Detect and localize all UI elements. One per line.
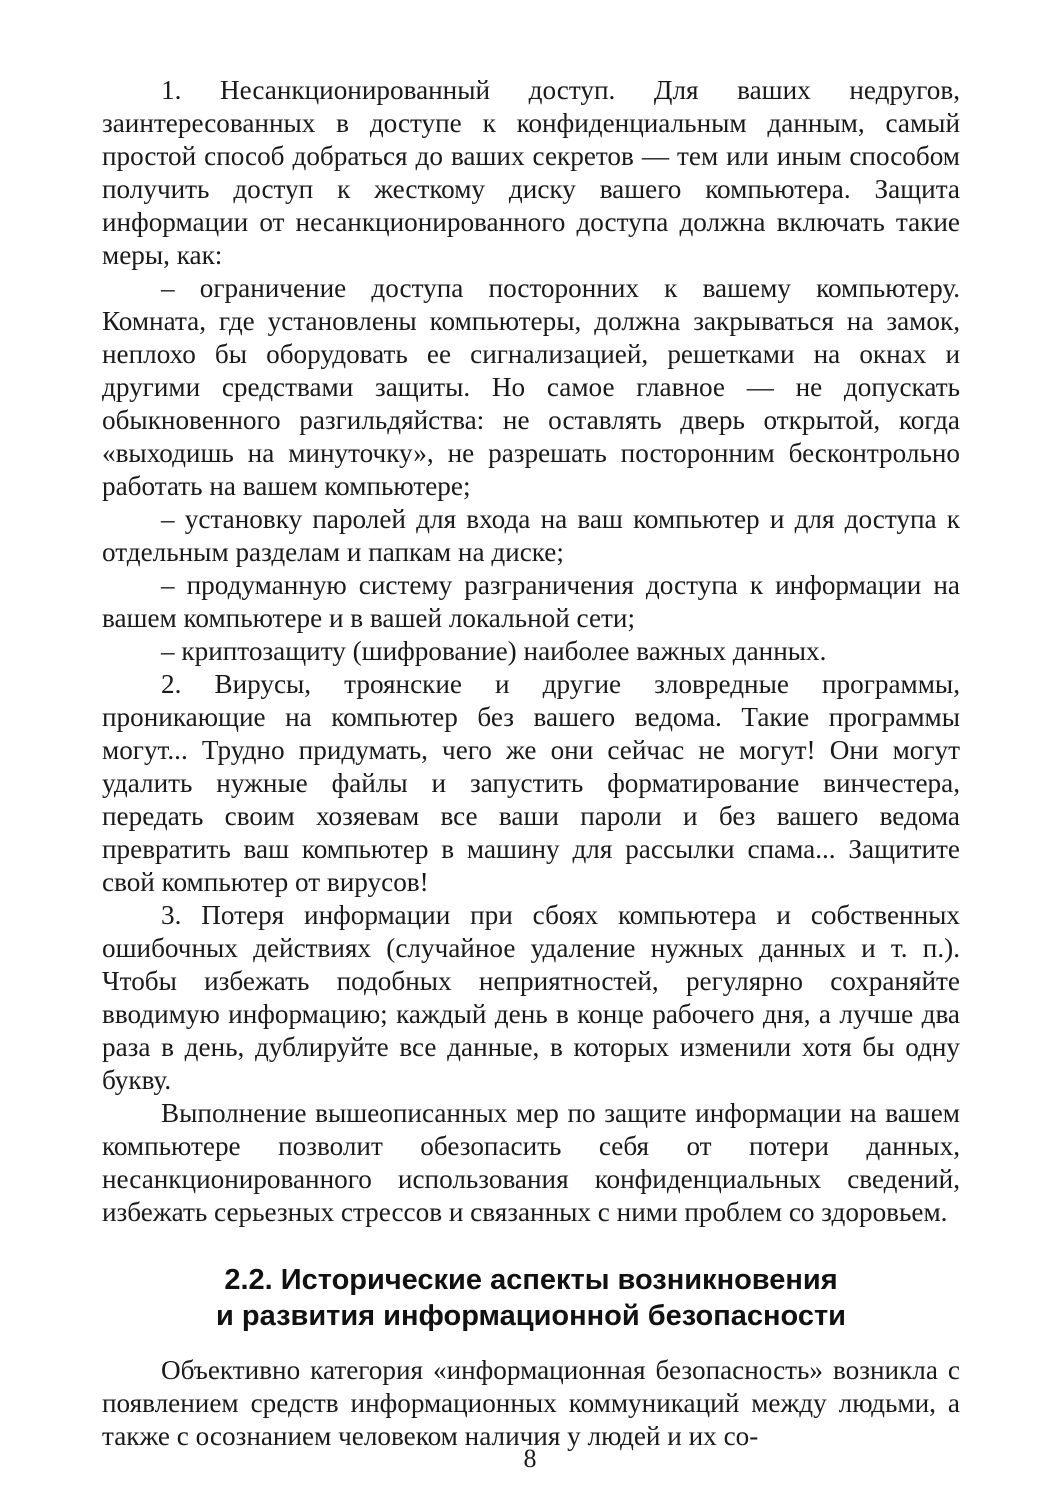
body-text-after-heading	[102, 1354, 960, 1453]
paragraph-information-loss: 3. Потеря информации при сбоях компьютера и собственных ошибочных действиях (случайное удаление нужных данных и т. п.). Чтобы избежать подобных неприятностей, регулярно сохраняйте вводимую информацию; каждый день в конце рабочего дня, а лучше два раза в день, дублируйте все данные, в которых изменили хотя бы одну букву.	[102, 900, 960, 1095]
body-text-before-heading	[102, 74, 960, 1229]
section-heading-line-1: 2.2. Исторические аспекты возникновения	[224, 1264, 838, 1296]
paragraph-historical-intro: Объективно категория «информационная безопасность» возникла с появлением средств информационных коммуникаций между людьми, а также с осознанием человеком наличия у людей и их со-	[102, 1355, 960, 1451]
list-item-encryption: – криптозащиту (шифрование) наиболее важных данных.	[161, 636, 827, 666]
paragraph-viruses: 2. Вирусы, троянские и другие зловредные программы, проникающие на компьютер без вашего ведома. Такие программы могут... Трудно придумать, чего же они сейчас не могут! Они могут удалить нужные файлы и запустить форматирование винчестера, передать своим хозяевам все ваши пароли и без вашего ведома превратить ваш компьютер в машину для рассылки спама... Защитите свой компьютер от вирусов!	[102, 669, 960, 897]
section-heading	[102, 1262, 960, 1334]
page-number: 8	[523, 1444, 537, 1473]
section-heading-line-2: и развития информационной безопасности	[216, 1300, 846, 1332]
list-item-restrict-access: – ограничение доступа посторонних к вашему компьютеру. Комната, где установлены компьютеры, должна закрываться на замок, неплохо бы оборудовать ее сигнализацией, решетками на окнах и другими средствами защиты. Но самое главное — не допускать обыкновенного разгильдяйства: не оставлять дверь открытой, когда «выходишь на минуточку», не разрешать посторонним бесконтрольно работать на вашем компьютере;	[102, 273, 960, 501]
paragraph-unauthorized-access: 1. Несанкционированный доступ. Для ваших недругов, заинтересованных в доступе к конфиденциальным данным, самый простой способ добраться до ваших секретов — тем или иным способом получить доступ к жесткому диску вашего компьютера. Защита информации от несанкционированного доступа должна включать такие меры, как:	[102, 75, 960, 270]
paragraph-conclusion: Выполнение вышеописанных мер по защите информации на вашем компьютере позволит обезопасить себя от потери данных, несанкционированного использования конфиденциальных сведений, избежать серьезных стрессов и связанных с ними проблем со здоровьем.	[102, 1098, 960, 1227]
list-item-passwords: – установку паролей для входа на ваш компьютер и для доступа к отдельным разделам и папкам на диске;	[102, 504, 960, 567]
list-item-access-control: – продуманную систему разграничения доступа к информации на вашем компьютере и в вашей локальной сети;	[102, 570, 960, 633]
